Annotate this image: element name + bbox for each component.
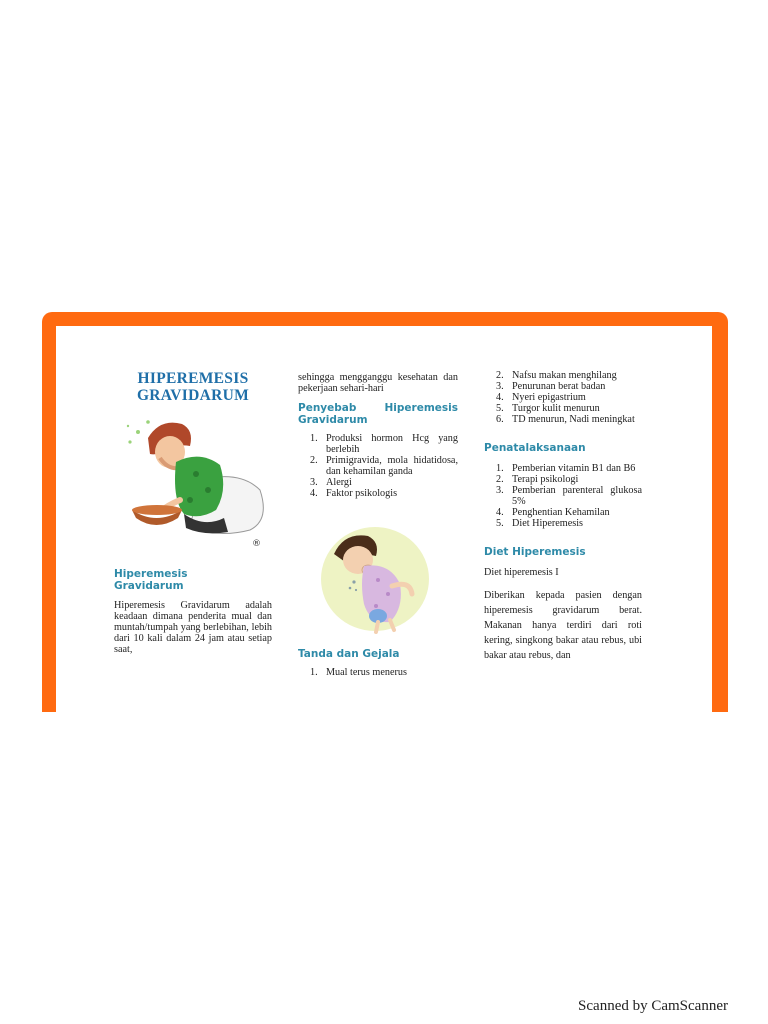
list-item-number: 1. [496, 463, 504, 474]
management-list [496, 463, 642, 529]
list-item [496, 463, 642, 474]
list-item-text: Turgor kulit menurun [512, 403, 600, 414]
list-item-number: 2. [310, 455, 318, 466]
list-item [496, 392, 642, 403]
list-item [496, 414, 642, 425]
list-item [496, 403, 642, 414]
list-item-text: Alergi [326, 477, 352, 488]
title-line-1: HIPEREMESIS [137, 370, 249, 387]
list-item-text: Diet Hiperemesis [512, 518, 584, 529]
list-item [496, 485, 642, 507]
causes-list [310, 433, 458, 499]
definition-heading: Hiperemesis Gravidarum [114, 568, 188, 592]
signs-list [310, 667, 458, 678]
list-item-number: 3. [310, 477, 318, 488]
list-item [496, 507, 642, 518]
management-heading: Penatalaksanaan [484, 442, 586, 454]
vomiting-child-illustration [320, 524, 430, 634]
signs-continued-list [496, 370, 642, 425]
leaflet-sheet [56, 326, 712, 712]
list-item-number: 2. [496, 474, 504, 485]
list-item-text: Penghentian Kehamilan [512, 507, 610, 518]
list-item [310, 455, 458, 477]
list-item [310, 433, 458, 455]
causes-heading: Penyebab Hiperemesis Gravidarum [298, 402, 458, 426]
list-item-text: Pemberian vitamin B1 dan B6 [512, 463, 636, 474]
list-item-text: Nafsu makan menghilang [512, 370, 617, 381]
list-item-number: 4. [496, 507, 504, 518]
diet-subtitle: Diet hiperemesis I [484, 567, 559, 578]
list-item-text: Penurunan berat badan [512, 381, 606, 392]
scanner-watermark: Scanned by CamScanner [578, 998, 728, 1014]
list-item-number: 1. [310, 433, 318, 444]
list-item-number: 6. [496, 414, 504, 425]
list-item-number: 1. [310, 667, 318, 678]
title-line-2: GRAVIDARUM [136, 387, 250, 404]
list-item-text: Primigravida, mola hidatidosa, dan kehamilan ganda [326, 455, 458, 477]
list-item-text: Faktor psikologis [326, 488, 398, 499]
list-item-number: 4. [310, 488, 318, 499]
signs-heading: Tanda dan Gejala [298, 648, 400, 660]
list-item [496, 370, 642, 381]
list-item-number: 5. [496, 518, 504, 529]
diet-heading: Diet Hiperemesis [484, 546, 586, 558]
list-item-text: Mual terus menerus [326, 667, 407, 678]
list-item-text: Nyeri epigastrium [512, 392, 586, 403]
diet-text: Diberikan kepada pasien dengan hiperemesis gravidarum berat. Makanan hanya terdiri dari roti kering, singkong bakar atau rebus, ubi bakar atau rebus, dan [484, 590, 642, 661]
list-item-number: 2. [496, 370, 504, 381]
list-item [310, 477, 458, 488]
list-item [310, 667, 458, 678]
definition-continuation: sehingga mengganggu kesehatan dan pekerjaan sehari-hari [298, 372, 458, 394]
list-item-number: 3. [496, 485, 504, 496]
list-item-number: 5. [496, 403, 504, 414]
list-item-text: Pemberian parenteral glukosa 5% [512, 485, 642, 507]
list-item-number: 4. [496, 392, 504, 403]
list-item [310, 488, 458, 499]
list-item [496, 381, 642, 392]
registered-mark: ® [252, 539, 261, 549]
list-item-text: Terapi psikologi [512, 474, 579, 485]
nauseous-woman-illustration [120, 410, 270, 550]
list-item-number: 3. [496, 381, 504, 392]
leaflet-title [114, 370, 272, 404]
list-item [496, 474, 642, 485]
list-item-text: TD menurun, Nadi meningkat [512, 414, 635, 425]
list-item-text: Produksi hormon Hcg yang berlebih [326, 433, 458, 455]
definition-text: Hiperemesis Gravidarum adalah keadaan dimana penderita mual dan muntah/tumpah yang berlebihan, lebih dari 10 kali dalam 24 jam atau setiap saat, [114, 600, 272, 655]
list-item [496, 518, 642, 529]
